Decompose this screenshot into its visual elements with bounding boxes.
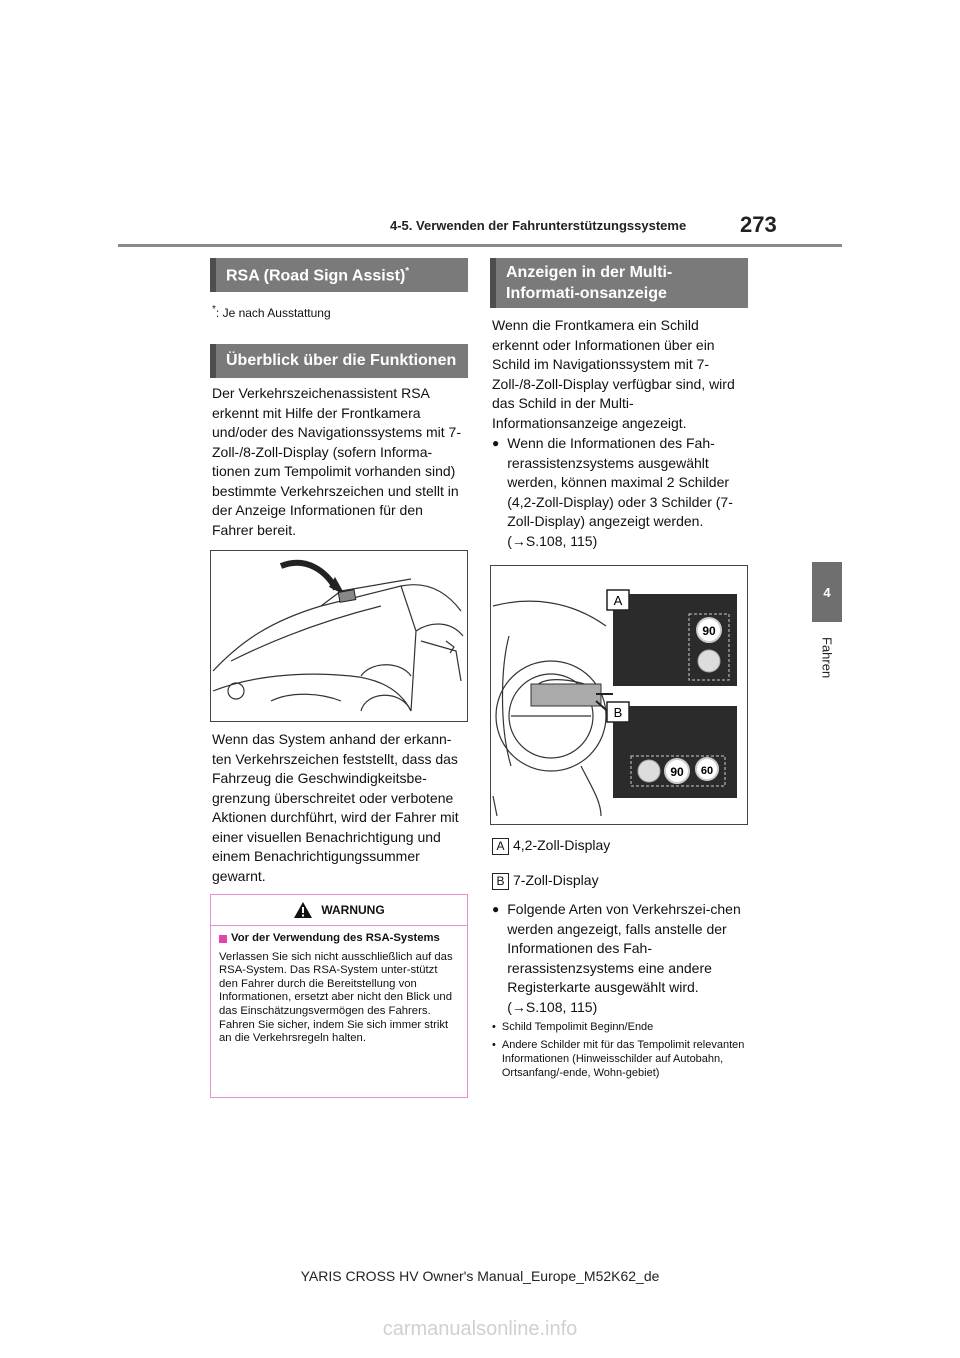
speed-sign-60-b: 60 bbox=[700, 765, 714, 777]
small-bullet-icon: • bbox=[492, 1021, 496, 1033]
rsa-title bbox=[210, 258, 468, 292]
figure-label-b: B bbox=[613, 705, 623, 720]
warning-triangle-icon bbox=[293, 901, 313, 919]
section-title: 4-5. Verwenden der Fahrunterstützungssysteme bbox=[390, 218, 687, 233]
list-item-text: Andere Schilder mit für das Tempolimit relevanten Informationen (Hinweisschilder auf Autobahn, Ortsanfang/-ende, Wohn-gebiet) bbox=[501, 1039, 745, 1079]
display-intro: Wenn die Frontkamera ein Schild erkennt oder Informationen über ein Schild im Navigationssystem mit 7-Zoll-/8-Zoll-Display verfügbar sind, wird das Schild in der Multi-Informationsanzeige angezeigt. bbox=[492, 317, 735, 431]
watermark: carmanualsonline.info bbox=[382, 1318, 578, 1340]
legend-a-label: A bbox=[492, 838, 509, 855]
bullet-item bbox=[492, 434, 748, 551]
intro-paragraph: Der Verkehrszeichenassistent RSA erkennt mit Hilfe der Frontkamera und/oder des Navigationssystems mit 7-Zoll-/8-Zoll-Display (sofern Informa-tionen zum Tempolimit vorhanden sind) bestimmte Verkehrszeichen und stellt in der Anzeige Informationen für den Fahrer bereit. bbox=[212, 385, 461, 538]
list-item bbox=[492, 1020, 748, 1034]
warning-subtitle-text: Vor der Verwendung des RSA-Systems bbox=[231, 932, 440, 944]
bullet-item bbox=[492, 900, 748, 1017]
square-bullet-icon bbox=[219, 935, 227, 943]
header-rule bbox=[118, 244, 842, 247]
speed-sign-90-b: 90 bbox=[670, 765, 684, 779]
warning-subtitle bbox=[219, 932, 459, 946]
bullet-dot-icon: ● bbox=[492, 436, 500, 450]
footnote-text: : Je nach Ausstattung bbox=[215, 306, 331, 320]
footnote-mark: * bbox=[212, 304, 216, 315]
warning-box bbox=[210, 894, 468, 1098]
chapter-label: Fahren bbox=[819, 637, 835, 679]
legend-b bbox=[492, 872, 599, 890]
sign-type-list bbox=[492, 1020, 748, 1084]
warning-body bbox=[211, 926, 467, 1052]
warning-title: WARNUNG bbox=[321, 903, 385, 917]
car-front-camera-figure bbox=[210, 550, 468, 722]
rsa-title-footnote-mark: * bbox=[405, 266, 410, 277]
dashboard-illustration bbox=[491, 566, 747, 824]
small-bullet-icon: • bbox=[492, 1039, 496, 1051]
chapter-tab: 4 bbox=[812, 562, 842, 622]
bullet-dot-icon: ● bbox=[492, 902, 500, 916]
warning-header bbox=[211, 895, 467, 926]
list-item-text: Schild Tempolimit Beginn/Ende bbox=[501, 1021, 654, 1033]
footer-text: YARIS CROSS HV Owner's Manual_Europe_M52K62_de bbox=[300, 1268, 660, 1284]
footnote bbox=[212, 304, 331, 320]
car-illustration bbox=[211, 551, 467, 721]
bullet-text: Wenn die Informationen des Fah-rerassistenzsystems ausgewählt werden, können maximal 2 Schilder (4,2-Zoll-Display) oder 3 Schilder (7-Zoll-Display) angezeigt werden. (→S.108, 115) bbox=[507, 435, 733, 549]
legend-b-text: 7-Zoll-Display bbox=[513, 872, 599, 888]
figure-label-a: A bbox=[613, 593, 623, 608]
warning-text: Verlassen Sie sich nicht ausschließlich auf das RSA-System. Das RSA-System unter-stützt den Fahrer durch die Bereitstellung von Informationen, ersetzt aber nicht den Blick und das Einschätzungsvermögen des Fahrers. Fahren Sie sicher, indem Sie sich immer strikt an die Verkehrsregeln halten. bbox=[219, 950, 453, 1045]
speed-sign-90-a: 90 bbox=[702, 624, 716, 638]
list-item bbox=[492, 1038, 748, 1080]
page-number: 273 bbox=[740, 212, 777, 237]
legend-a-text: 4,2-Zoll-Display bbox=[513, 837, 611, 853]
bullet-text: Folgende Arten von Verkehrszei-chen werden angezeigt, falls anstelle der Informationen des Fah-rerassistenzsystems eine andere Registerkarte ausgewählt wird. (→S.108, 115) bbox=[507, 901, 741, 1015]
legend-a bbox=[492, 837, 610, 855]
legend-b-label: B bbox=[492, 873, 509, 890]
dashboard-figure bbox=[490, 565, 748, 825]
rsa-title-text: RSA (Road Sign Assist) bbox=[226, 267, 406, 285]
display-title: Anzeigen in der Multi-Informati-onsanzeige bbox=[490, 258, 748, 308]
overview-title: Überblick über die Funktionen bbox=[210, 344, 468, 378]
warning-paragraph: Wenn das System anhand der erkann-ten Verkehrszeichen feststellt, dass das Fahrzeug die Geschwindigkeitsbe-grenzung überschreitet oder verbotene Aktionen durchführt, wird der Fahrer mit einer visuellen Benachrichtigung und einem Benachrichtigungssummer gewarnt. bbox=[212, 731, 459, 884]
